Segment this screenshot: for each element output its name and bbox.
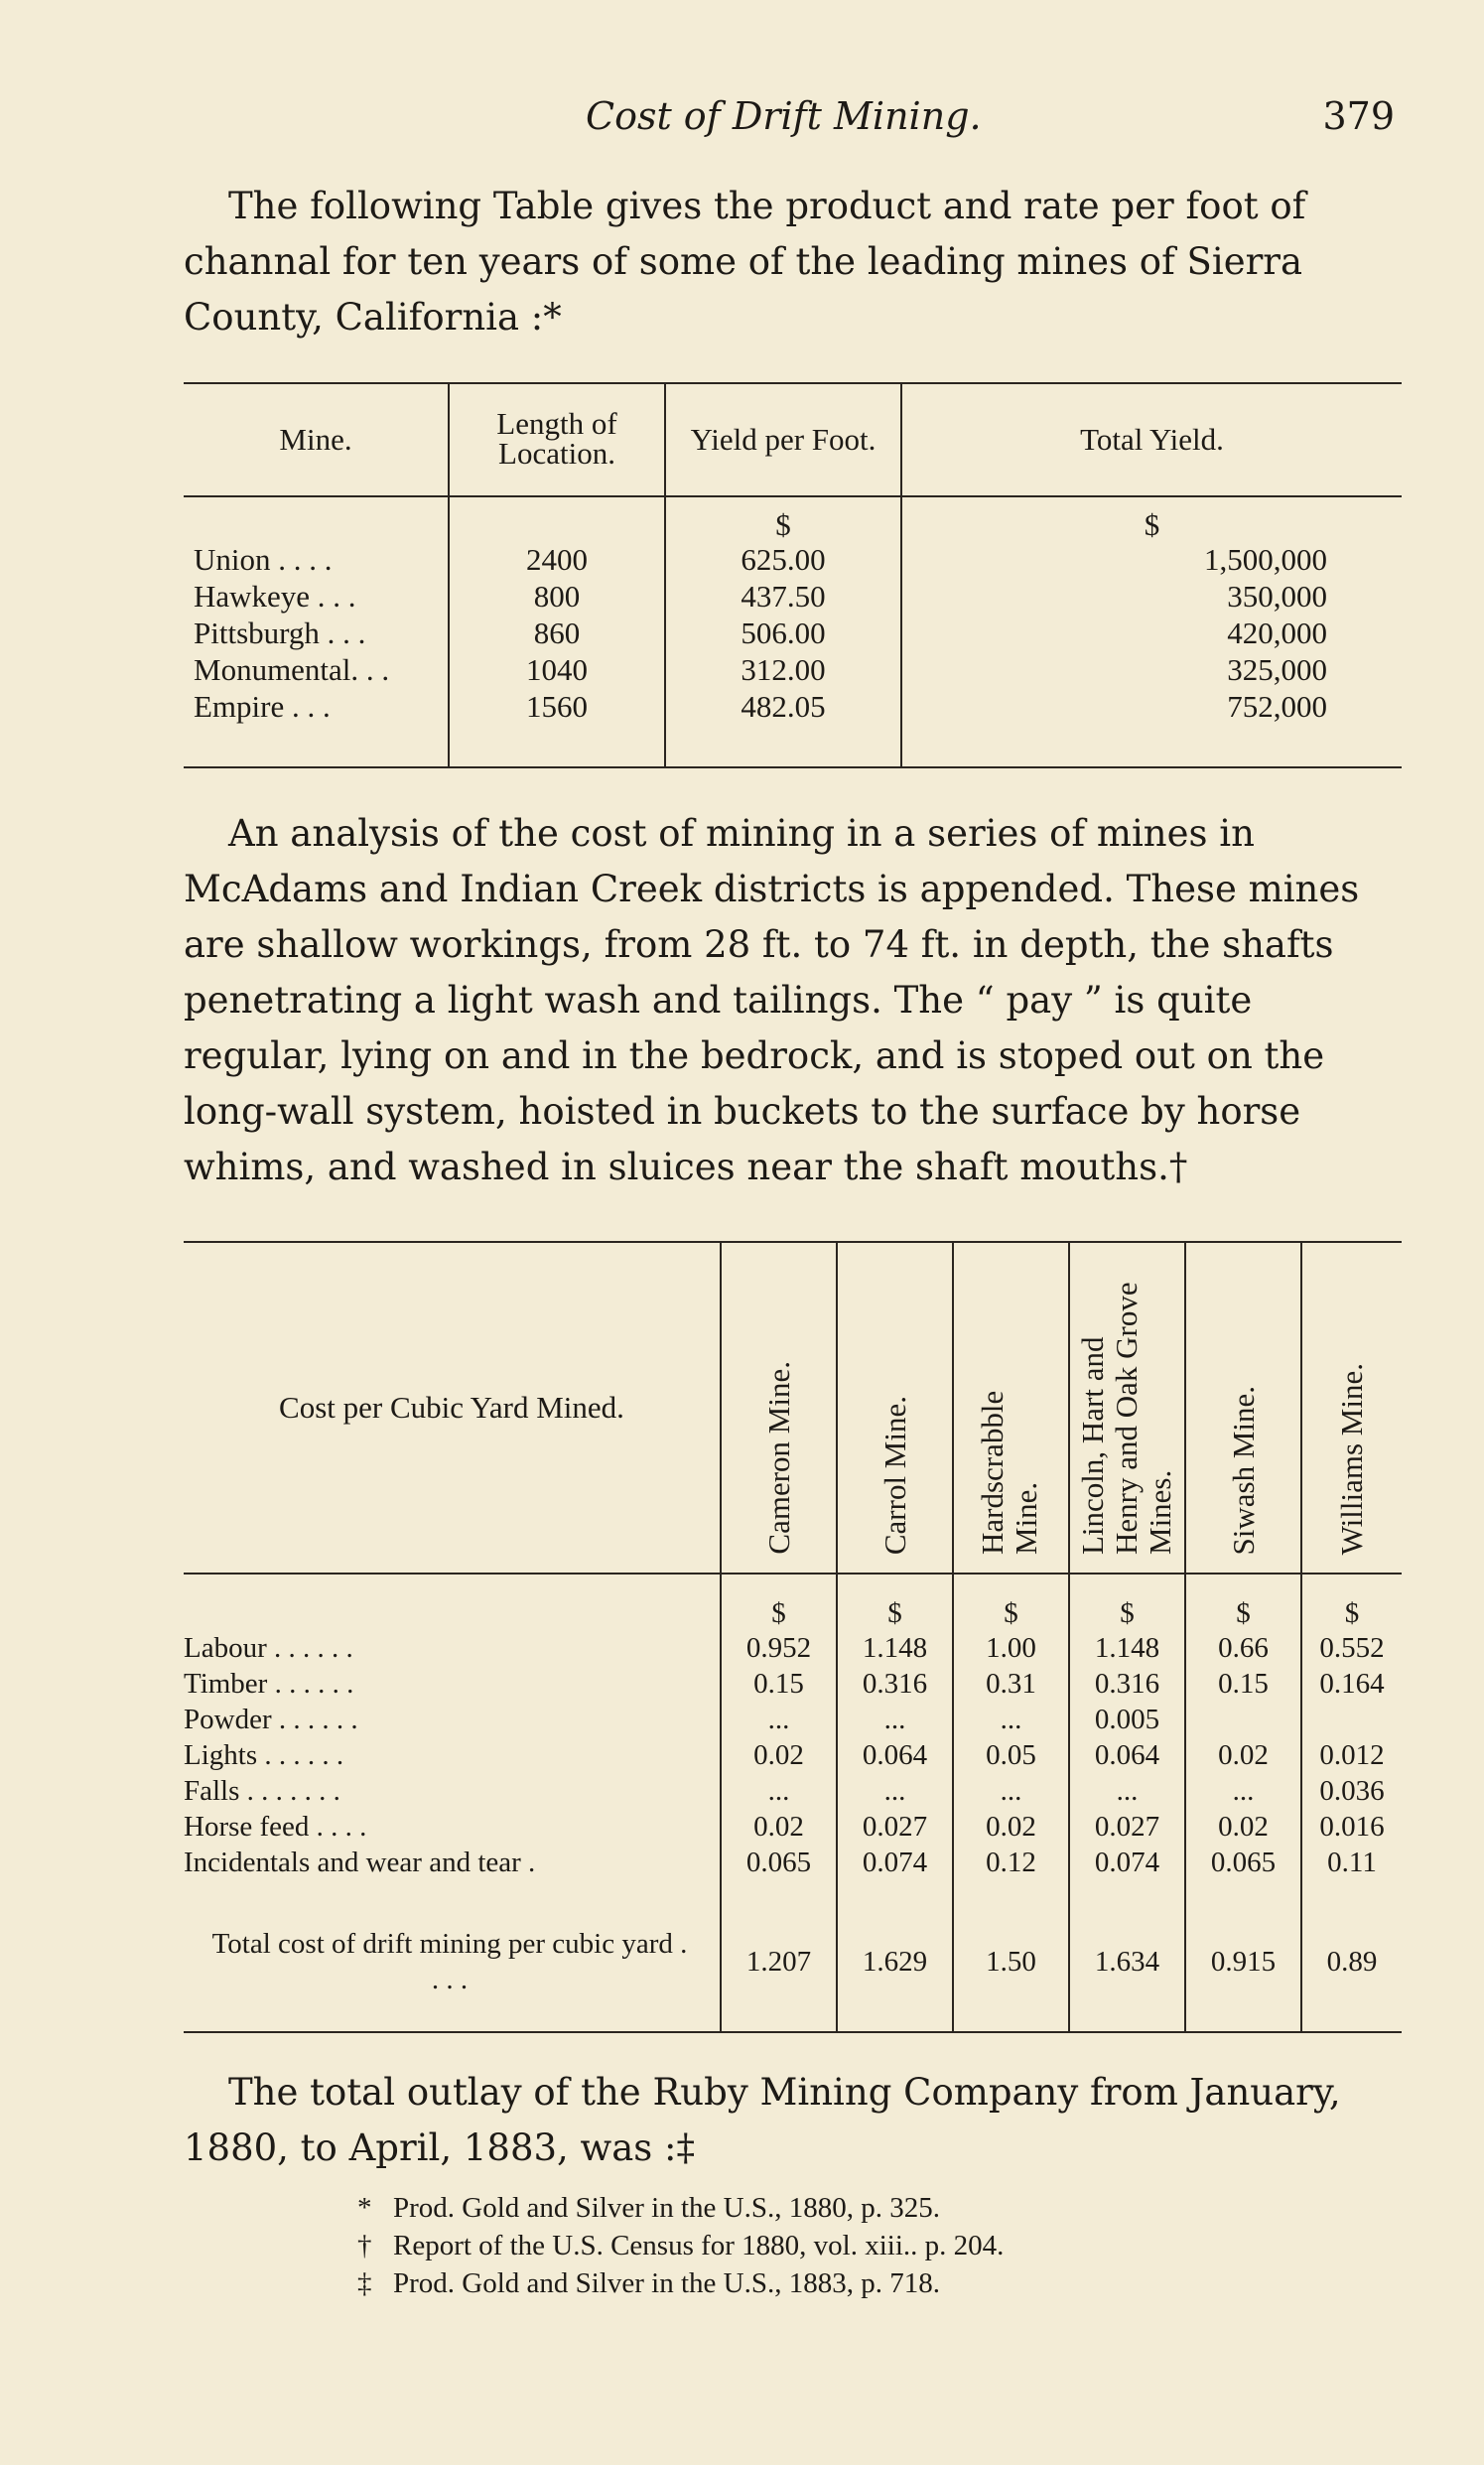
cost-value: 0.065 [721,1845,837,1880]
column-header-cost: Cost per Cubic Yard Mined. [184,1242,721,1574]
total-yield: 325,000 [1227,652,1327,687]
cost-value: ... [721,1702,837,1737]
total-yield: 752,000 [1227,689,1327,724]
table-header-row [184,1242,1402,1574]
table-cell [184,496,449,541]
footnote-text: Report of the U.S. Census for 1880, vol. xiii.. p. 204. [393,2230,1005,2261]
cost-item-label: Lights . . . . . . [184,1737,721,1773]
text-line: long-wall system, hoisted in buckets to the surface by horse [184,1090,1301,1133]
cost-value: 0.15 [721,1666,837,1702]
footnote [357,2227,1004,2264]
location-length: 800 [449,578,665,615]
text-line: regular, lying on and in the bedrock, and is stoped out on the [184,1034,1325,1077]
currency-row [184,496,1402,541]
total-yield: 1,500,000 [1204,542,1327,577]
column-header-mine: Mine. [184,383,449,496]
total-value: 1.207 [721,1880,837,2032]
cost-value: 0.02 [721,1809,837,1845]
total-value: 1.629 [837,1880,953,2032]
currency-symbol: $ [953,1574,1069,1630]
currency-symbol: $ [837,1574,953,1630]
header-label: Length of Location. [496,405,617,471]
cost-value: ... [1185,1773,1301,1809]
cost-item-label: Incidentals and wear and tear . [184,1845,721,1880]
yield-per-foot: 625.00 [665,541,901,578]
cost-value: 0.316 [1069,1666,1185,1702]
currency-row [184,1574,1402,1630]
cost-value: 0.074 [837,1845,953,1880]
mine-name-vertical: Hardscrabble Mine. [974,1390,1043,1555]
cost-value: 0.027 [837,1809,953,1845]
table-row [184,651,1402,688]
cost-item-label: Powder . . . . . . [184,1702,721,1737]
table-row [184,1845,1402,1880]
cost-value: ... [837,1773,953,1809]
column-header-yield-per-foot: Yield per Foot. [665,383,901,496]
yield-per-foot: 437.50 [665,578,901,615]
cost-value: ... [721,1773,837,1809]
cost-value: 0.316 [837,1666,953,1702]
column-header-mine [1185,1242,1301,1574]
table-row [184,1666,1402,1702]
cost-value: 0.074 [1069,1845,1185,1880]
yield-per-foot: 312.00 [665,651,901,688]
footnote-mark: ‡ [357,2267,372,2299]
currency-symbol: $ [1344,1597,1360,1629]
footnote [357,2264,1004,2302]
footnotes [357,2189,1004,2302]
cost-value: 0.952 [721,1630,837,1666]
mine-name: Pittsburgh . . . [184,615,449,651]
cost-value: 0.164 [1319,1668,1385,1700]
total-value: 0.89 [1326,1946,1378,1978]
table-row [184,1702,1402,1737]
cost-value: ... [837,1702,953,1737]
cost-value: 0.12 [953,1845,1069,1880]
mine-name: Empire . . . [184,688,449,767]
column-header-mine [837,1242,953,1574]
table-row [184,541,1402,578]
cost-table [184,1241,1402,2033]
text-line: McAdams and Indian Creek districts is appended. These mines [184,868,1360,910]
text-line: channal for ten years of some of the leading mines of Sierra [184,240,1303,283]
location-length: 860 [449,615,665,651]
text-line: are shallow workings, from 28 ft. to 74 ft. in depth, the shafts [184,923,1334,966]
yield-per-foot: 482.05 [665,688,901,767]
total-row [184,1880,1402,2032]
table-row [184,1773,1402,1809]
cost-value: 0.005 [1069,1702,1185,1737]
cost-value: 0.02 [721,1737,837,1773]
cost-value: 0.05 [953,1737,1069,1773]
total-value: 1.50 [953,1880,1069,2032]
mine-name: Union . . . . [184,541,449,578]
yield-table [184,382,1402,768]
table-row [184,1630,1402,1666]
running-header [0,94,1484,144]
table-row [184,1737,1402,1773]
text-line: 1880, to April, 1883, was :‡ [184,2126,696,2169]
page-number: 379 [1322,94,1395,138]
text-line: An analysis of the cost of mining in a series of mines in [228,812,1255,855]
footnote-mark: * [357,2192,372,2224]
column-header-mine [721,1242,837,1574]
table-row [184,688,1402,767]
text-line: penetrating a light wash and tailings. The “ pay ” is quite [184,979,1253,1022]
cost-value: 0.065 [1185,1845,1301,1880]
total-label [184,1880,721,2032]
table-row [184,578,1402,615]
currency-symbol: $ [721,1574,837,1630]
location-length: 1560 [449,688,665,767]
cost-value: 0.66 [1185,1630,1301,1666]
cost-item-label: Labour . . . . . . [184,1630,721,1666]
yield-per-foot: 506.00 [665,615,901,651]
currency-symbol: $ [1185,1574,1301,1630]
total-yield: 420,000 [1227,616,1327,650]
table-header-row [184,383,1402,496]
footnote-text: Prod. Gold and Silver in the U.S., 1880, p. 325. [393,2192,940,2224]
cost-item-label: Timber . . . . . . [184,1666,721,1702]
cost-value: 0.064 [837,1737,953,1773]
cost-value: 0.012 [1319,1739,1385,1771]
mine-name-vertical: Carrol Mine. [877,1395,912,1555]
footnote-text: Prod. Gold and Silver in the U.S., 1883, p. 718. [393,2267,940,2299]
mine-name: Monumental. . . [184,651,449,688]
cost-value: 0.036 [1319,1775,1385,1807]
cost-value: 1.148 [837,1630,953,1666]
cost-value [1301,1702,1402,1737]
total-label-text: Total cost of drift mining per cubic yard . . . . [211,1928,688,1995]
intro-paragraph [184,179,1400,345]
mine-name: Hawkeye . . . [184,578,449,615]
cost-value: 0.027 [1069,1809,1185,1845]
cost-value: 0.31 [953,1666,1069,1702]
table-row [184,615,1402,651]
cost-value: 1.148 [1069,1630,1185,1666]
column-header-mine [1301,1242,1402,1574]
cost-value: 1.00 [953,1630,1069,1666]
footnote [357,2189,1004,2227]
mine-name-vertical: Williams Mine. [1334,1362,1369,1555]
text-line: The following Table gives the product and rate per foot of [228,185,1306,227]
cost-value: 0.064 [1069,1737,1185,1773]
outlay-paragraph [184,2065,1400,2176]
mine-name-vertical: Siwash Mine. [1225,1385,1261,1555]
total-value: 1.634 [1069,1880,1185,2032]
cost-value: ... [953,1773,1069,1809]
cost-value: ... [1069,1773,1185,1809]
cost-value: 0.016 [1319,1811,1385,1843]
table-cell [449,496,665,541]
currency-symbol: $ [1144,507,1160,542]
cost-value: 0.02 [953,1809,1069,1845]
cost-value: 0.552 [1319,1632,1385,1664]
cost-item-label: Horse feed . . . . [184,1809,721,1845]
table-cell [184,1574,721,1630]
column-header-length [449,383,665,496]
location-length: 1040 [449,651,665,688]
cost-value: 0.11 [1327,1847,1377,1878]
column-header-mine [1069,1242,1185,1574]
column-header-total-yield: Total Yield. [1080,422,1224,457]
location-length: 2400 [449,541,665,578]
currency-symbol: $ [1069,1574,1185,1630]
table-row [184,1809,1402,1845]
cost-value: ... [953,1702,1069,1737]
text-line: The total outlay of the Ruby Mining Company from January, [228,2071,1341,2114]
cost-value [1185,1702,1301,1737]
footnote-mark: † [357,2230,372,2261]
analysis-paragraph [184,806,1400,1195]
column-header-mine [953,1242,1069,1574]
text-line: whims, and washed in sluices near the shaft mouths.† [184,1146,1188,1188]
mine-name-vertical: Lincoln, Hart and Henry and Oak Grove Mines. [1074,1282,1177,1555]
cost-value: 0.02 [1185,1809,1301,1845]
cost-item-label: Falls . . . . . . . [184,1773,721,1809]
mine-name-vertical: Cameron Mine. [760,1361,796,1555]
cost-value: 0.02 [1185,1737,1301,1773]
total-value: 0.915 [1185,1880,1301,2032]
total-yield: 350,000 [1227,579,1327,614]
text-line: County, California :* [184,296,562,339]
currency-symbol: $ [665,496,901,541]
cost-value: 0.15 [1185,1666,1301,1702]
running-title: Cost of Drift Mining. [586,94,982,138]
